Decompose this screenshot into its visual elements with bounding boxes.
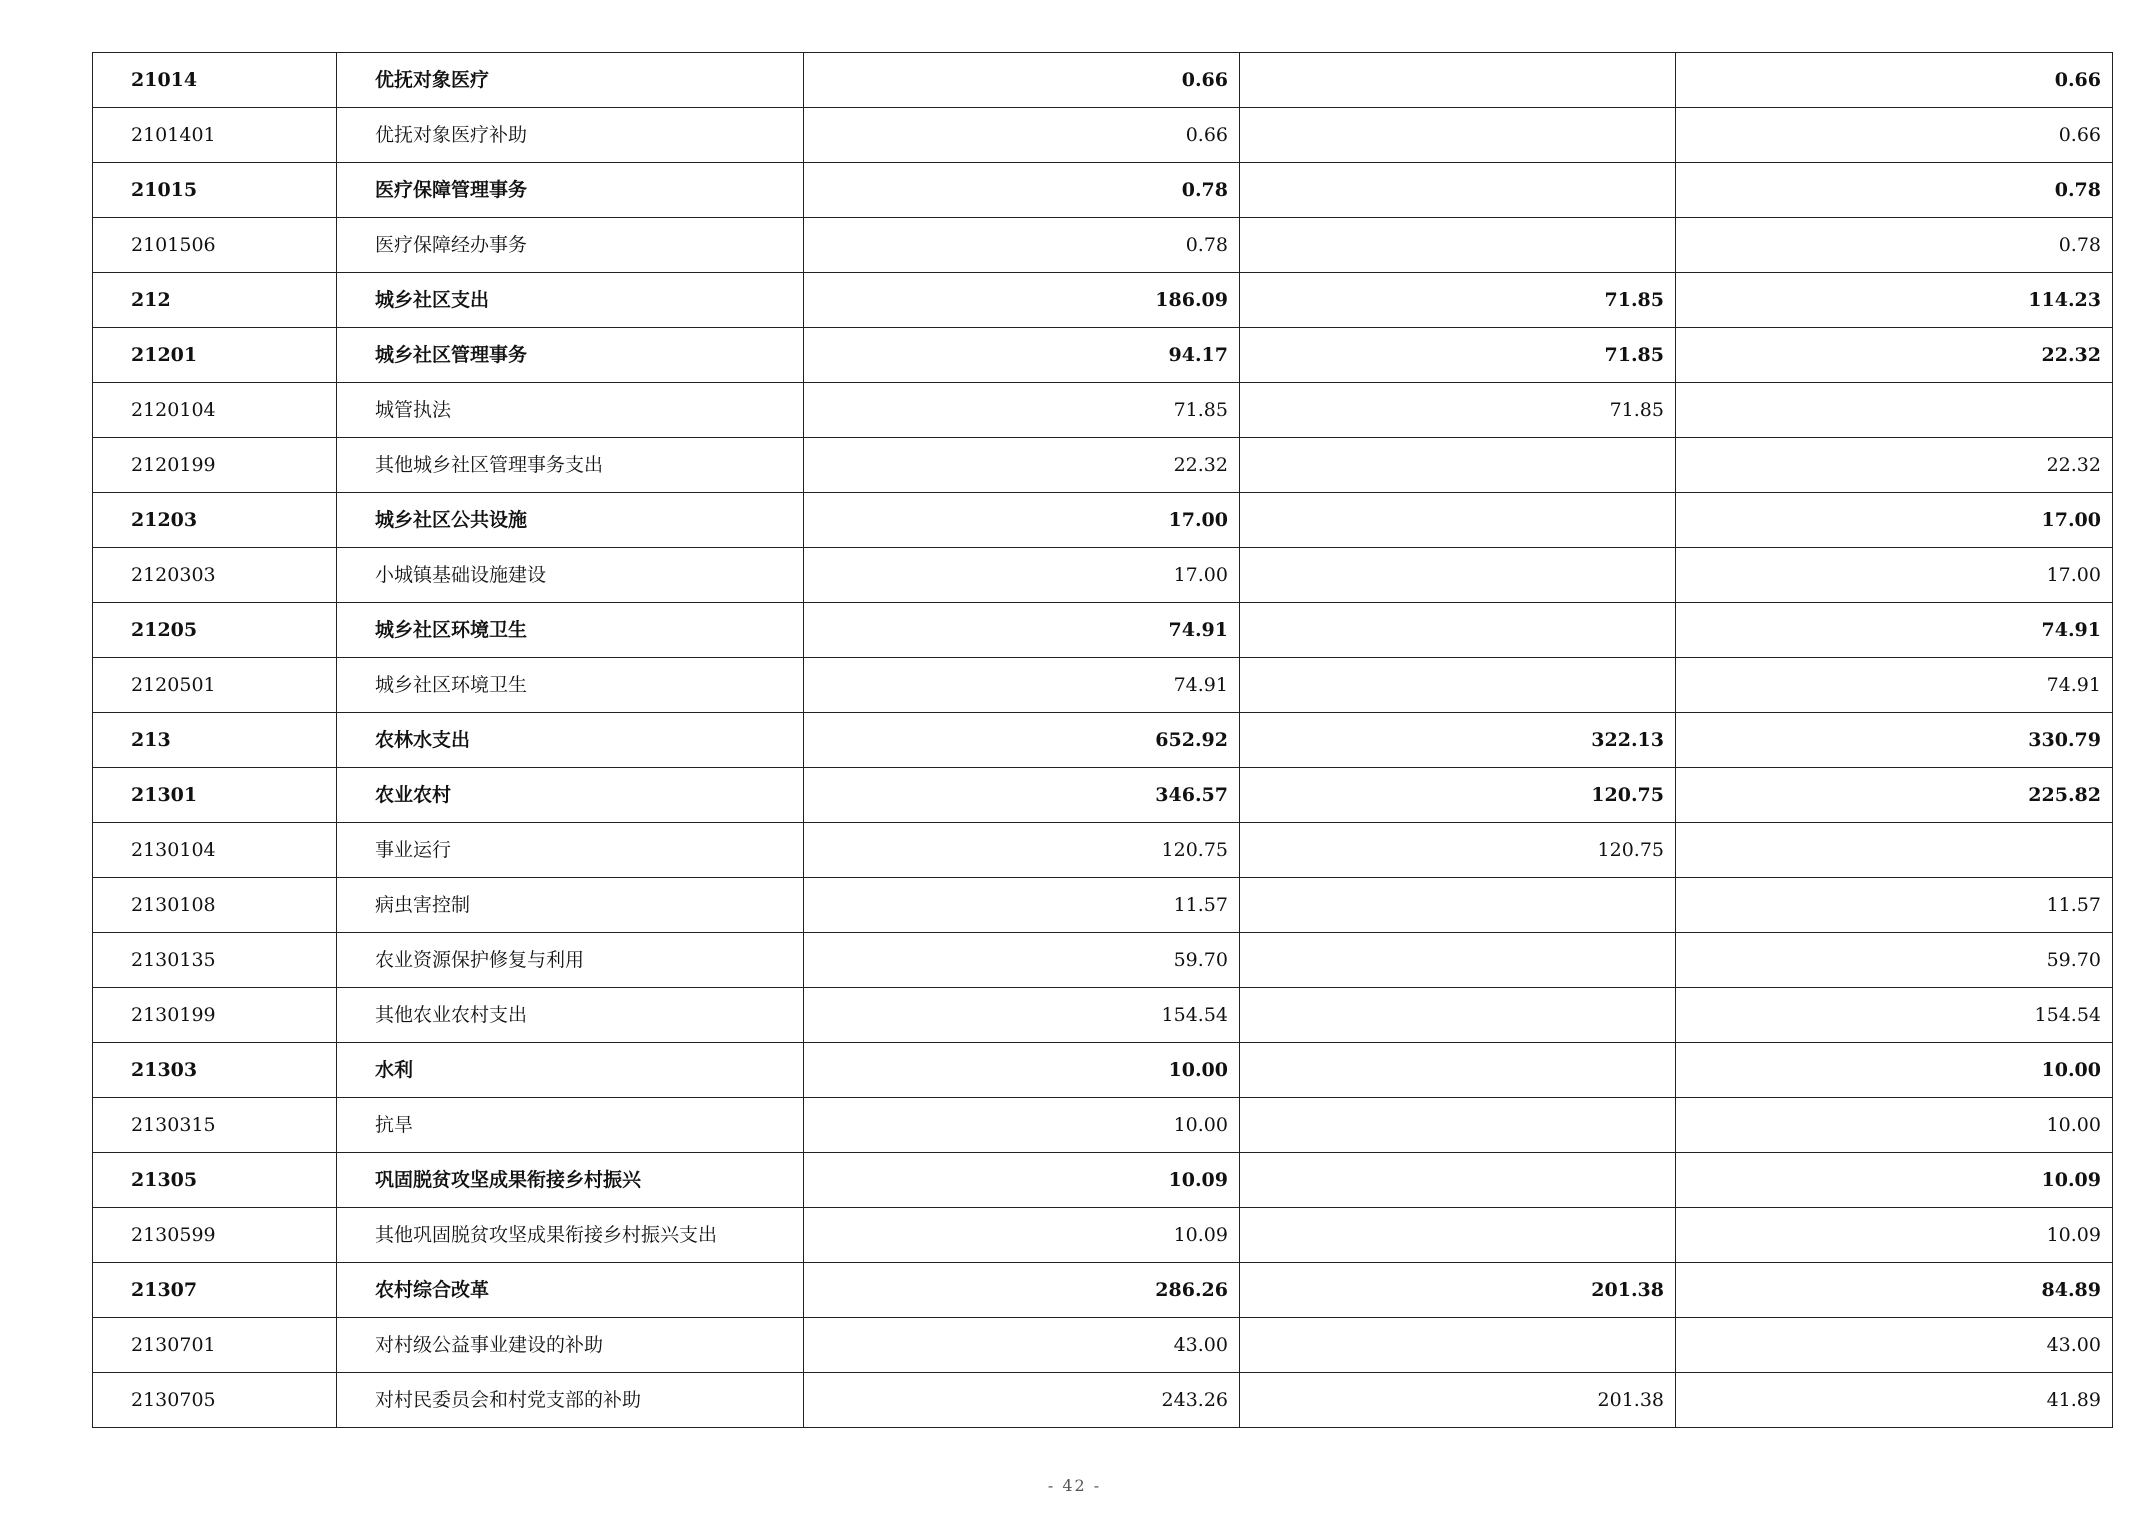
- cell-total: 0.66: [804, 53, 1240, 108]
- cell-basic-expenditure: [1240, 933, 1676, 988]
- cell-basic-expenditure: 120.75: [1240, 823, 1676, 878]
- cell-name: 其他城乡社区管理事务支出: [337, 438, 804, 493]
- cell-basic-expenditure: [1240, 493, 1676, 548]
- cell-total: 186.09: [804, 273, 1240, 328]
- table-row: [93, 438, 2113, 493]
- cell-total: 0.78: [804, 218, 1240, 273]
- cell-code: 21201: [93, 328, 337, 383]
- table-row: [93, 1318, 2113, 1373]
- cell-code: 2130104: [93, 823, 337, 878]
- table-row: [93, 768, 2113, 823]
- cell-project-expenditure: 0.66: [1676, 53, 2113, 108]
- cell-basic-expenditure: 120.75: [1240, 768, 1676, 823]
- cell-project-expenditure: [1676, 383, 2113, 438]
- cell-project-expenditure: 74.91: [1676, 658, 2113, 713]
- table-row: [93, 383, 2113, 438]
- cell-code: 2130315: [93, 1098, 337, 1153]
- cell-project-expenditure: 41.89: [1676, 1373, 2113, 1428]
- table-row: [93, 1153, 2113, 1208]
- cell-project-expenditure: 225.82: [1676, 768, 2113, 823]
- cell-name: 水利: [337, 1043, 804, 1098]
- table-row: [93, 1263, 2113, 1318]
- cell-code: 2130135: [93, 933, 337, 988]
- cell-code: 2130199: [93, 988, 337, 1043]
- cell-basic-expenditure: [1240, 163, 1676, 218]
- cell-basic-expenditure: [1240, 108, 1676, 163]
- cell-project-expenditure: 114.23: [1676, 273, 2113, 328]
- cell-code: 21203: [93, 493, 337, 548]
- table-row: [93, 1373, 2113, 1428]
- cell-project-expenditure: 10.00: [1676, 1043, 2113, 1098]
- table-row: [93, 273, 2113, 328]
- table-row: [93, 1208, 2113, 1263]
- cell-basic-expenditure: 71.85: [1240, 328, 1676, 383]
- cell-project-expenditure: 330.79: [1676, 713, 2113, 768]
- cell-project-expenditure: 0.66: [1676, 108, 2113, 163]
- cell-basic-expenditure: [1240, 438, 1676, 493]
- table-row: [93, 1098, 2113, 1153]
- table-row: [93, 218, 2113, 273]
- cell-total: 10.00: [804, 1098, 1240, 1153]
- cell-name: 巩固脱贫攻坚成果衔接乡村振兴: [337, 1153, 804, 1208]
- cell-basic-expenditure: [1240, 1318, 1676, 1373]
- cell-name: 城管执法: [337, 383, 804, 438]
- cell-project-expenditure: 10.00: [1676, 1098, 2113, 1153]
- cell-project-expenditure: 59.70: [1676, 933, 2113, 988]
- cell-total: 154.54: [804, 988, 1240, 1043]
- cell-name: 城乡社区环境卫生: [337, 658, 804, 713]
- cell-project-expenditure: [1676, 823, 2113, 878]
- table-row: [93, 988, 2113, 1043]
- cell-project-expenditure: 22.32: [1676, 438, 2113, 493]
- cell-total: 17.00: [804, 548, 1240, 603]
- cell-project-expenditure: 17.00: [1676, 548, 2113, 603]
- cell-total: 17.00: [804, 493, 1240, 548]
- cell-total: 74.91: [804, 603, 1240, 658]
- cell-name: 优抚对象医疗补助: [337, 108, 804, 163]
- cell-total: 71.85: [804, 383, 1240, 438]
- cell-code: 2130599: [93, 1208, 337, 1263]
- cell-total: 0.78: [804, 163, 1240, 218]
- cell-project-expenditure: 74.91: [1676, 603, 2113, 658]
- cell-code: 21303: [93, 1043, 337, 1098]
- cell-project-expenditure: 0.78: [1676, 218, 2113, 273]
- cell-name: 对村民委员会和村党支部的补助: [337, 1373, 804, 1428]
- cell-name: 优抚对象医疗: [337, 53, 804, 108]
- table-row: [93, 713, 2113, 768]
- cell-project-expenditure: 154.54: [1676, 988, 2113, 1043]
- cell-total: 59.70: [804, 933, 1240, 988]
- cell-total: 11.57: [804, 878, 1240, 933]
- cell-code: 2101401: [93, 108, 337, 163]
- cell-total: 0.66: [804, 108, 1240, 163]
- cell-code: 21014: [93, 53, 337, 108]
- cell-total: 10.09: [804, 1208, 1240, 1263]
- cell-code: 2120303: [93, 548, 337, 603]
- cell-total: 94.17: [804, 328, 1240, 383]
- cell-name: 城乡社区环境卫生: [337, 603, 804, 658]
- cell-name: 城乡社区支出: [337, 273, 804, 328]
- table-row: [93, 328, 2113, 383]
- cell-name: 小城镇基础设施建设: [337, 548, 804, 603]
- cell-code: 21205: [93, 603, 337, 658]
- cell-code: 2130701: [93, 1318, 337, 1373]
- cell-basic-expenditure: 71.85: [1240, 383, 1676, 438]
- page-number: - 42 -: [1047, 1476, 1102, 1495]
- cell-code: 213: [93, 713, 337, 768]
- cell-name: 其他巩固脱贫攻坚成果衔接乡村振兴支出: [337, 1208, 804, 1263]
- table-row: [93, 53, 2113, 108]
- table-row: [93, 878, 2113, 933]
- cell-basic-expenditure: [1240, 548, 1676, 603]
- cell-name: 对村级公益事业建设的补助: [337, 1318, 804, 1373]
- cell-name: 医疗保障经办事务: [337, 218, 804, 273]
- cell-project-expenditure: 0.78: [1676, 163, 2113, 218]
- table-row: [93, 1043, 2113, 1098]
- cell-total: 43.00: [804, 1318, 1240, 1373]
- cell-name: 农业资源保护修复与利用: [337, 933, 804, 988]
- cell-code: 2101506: [93, 218, 337, 273]
- cell-project-expenditure: 84.89: [1676, 1263, 2113, 1318]
- cell-basic-expenditure: [1240, 1098, 1676, 1153]
- cell-name: 城乡社区公共设施: [337, 493, 804, 548]
- cell-total: 243.26: [804, 1373, 1240, 1428]
- cell-total: 74.91: [804, 658, 1240, 713]
- budget-expenditure-table: [92, 52, 2113, 1428]
- table-row: [93, 163, 2113, 218]
- table-row: [93, 548, 2113, 603]
- cell-code: 2130705: [93, 1373, 337, 1428]
- cell-name: 城乡社区管理事务: [337, 328, 804, 383]
- cell-total: 22.32: [804, 438, 1240, 493]
- cell-name: 病虫害控制: [337, 878, 804, 933]
- cell-name: 农业农村: [337, 768, 804, 823]
- table-row: [93, 933, 2113, 988]
- cell-total: 10.00: [804, 1043, 1240, 1098]
- cell-name: 农林水支出: [337, 713, 804, 768]
- cell-code: 2130108: [93, 878, 337, 933]
- cell-project-expenditure: 10.09: [1676, 1153, 2113, 1208]
- table-row: [93, 603, 2113, 658]
- cell-code: 2120104: [93, 383, 337, 438]
- cell-basic-expenditure: [1240, 53, 1676, 108]
- cell-code: 21015: [93, 163, 337, 218]
- cell-basic-expenditure: 71.85: [1240, 273, 1676, 328]
- table-row: [93, 823, 2113, 878]
- cell-total: 120.75: [804, 823, 1240, 878]
- cell-basic-expenditure: [1240, 1153, 1676, 1208]
- cell-total: 286.26: [804, 1263, 1240, 1318]
- cell-code: 2120501: [93, 658, 337, 713]
- cell-basic-expenditure: [1240, 1043, 1676, 1098]
- cell-code: 21305: [93, 1153, 337, 1208]
- cell-basic-expenditure: [1240, 1208, 1676, 1263]
- table-row: [93, 493, 2113, 548]
- cell-name: 农村综合改革: [337, 1263, 804, 1318]
- cell-total: 652.92: [804, 713, 1240, 768]
- cell-basic-expenditure: 201.38: [1240, 1263, 1676, 1318]
- cell-total: 10.09: [804, 1153, 1240, 1208]
- cell-name: 事业运行: [337, 823, 804, 878]
- cell-basic-expenditure: [1240, 658, 1676, 713]
- cell-code: 21307: [93, 1263, 337, 1318]
- cell-code: 212: [93, 273, 337, 328]
- cell-project-expenditure: 22.32: [1676, 328, 2113, 383]
- table-body: [93, 53, 2113, 1428]
- table-row: [93, 108, 2113, 163]
- cell-code: 21301: [93, 768, 337, 823]
- cell-code: 2120199: [93, 438, 337, 493]
- cell-name: 其他农业农村支出: [337, 988, 804, 1043]
- cell-basic-expenditure: [1240, 218, 1676, 273]
- cell-total: 346.57: [804, 768, 1240, 823]
- table-row: [93, 658, 2113, 713]
- cell-basic-expenditure: [1240, 878, 1676, 933]
- cell-basic-expenditure: 322.13: [1240, 713, 1676, 768]
- cell-project-expenditure: 10.09: [1676, 1208, 2113, 1263]
- cell-project-expenditure: 43.00: [1676, 1318, 2113, 1373]
- cell-basic-expenditure: 201.38: [1240, 1373, 1676, 1428]
- cell-name: 抗旱: [337, 1098, 804, 1153]
- cell-project-expenditure: 17.00: [1676, 493, 2113, 548]
- cell-basic-expenditure: [1240, 988, 1676, 1043]
- cell-project-expenditure: 11.57: [1676, 878, 2113, 933]
- cell-name: 医疗保障管理事务: [337, 163, 804, 218]
- cell-basic-expenditure: [1240, 603, 1676, 658]
